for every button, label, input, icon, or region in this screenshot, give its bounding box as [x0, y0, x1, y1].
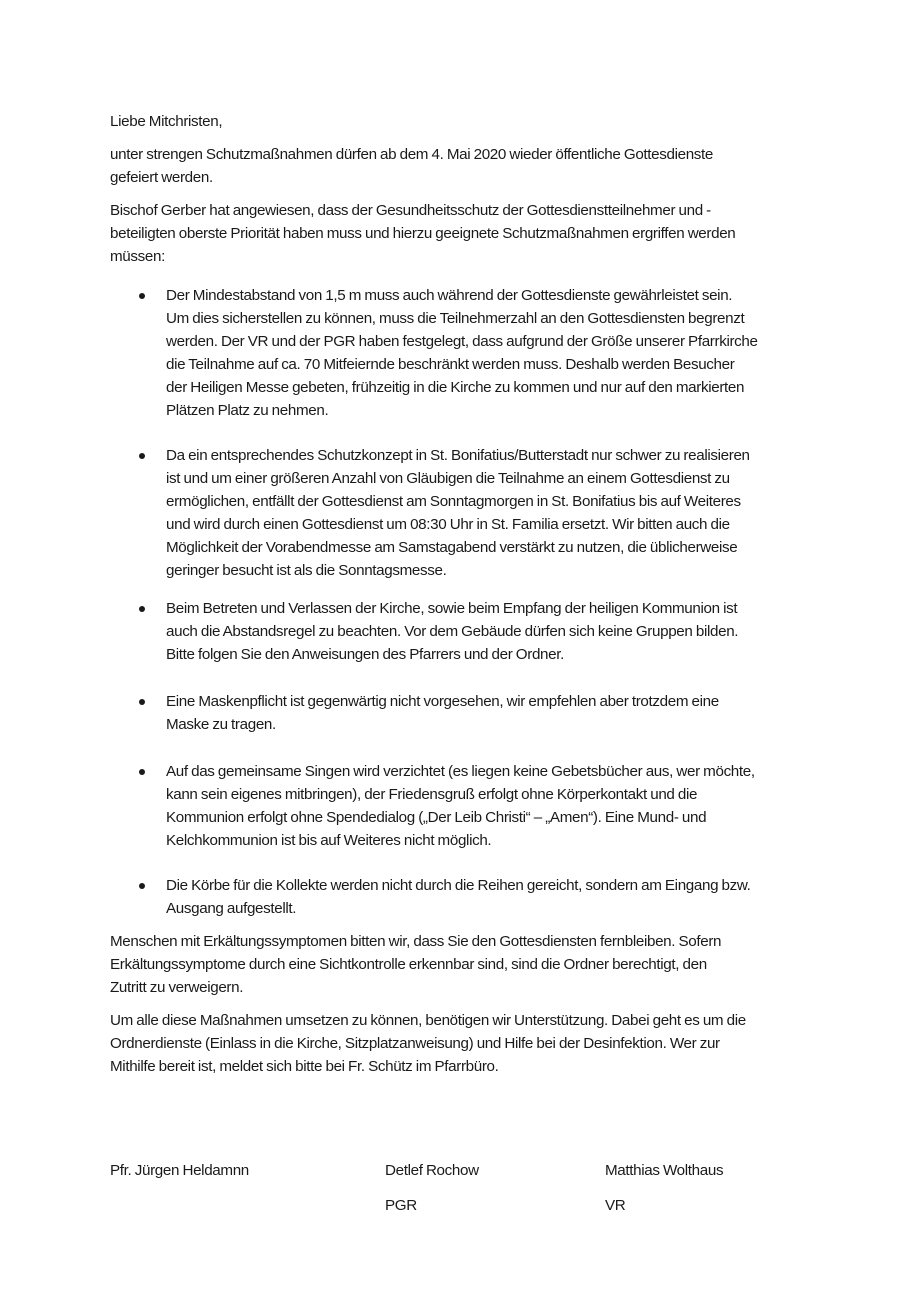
text-line: Möglichkeit der Vorabendmesse am Samstagabend verstärkt zu nutzen, die üblicherweise	[166, 539, 738, 556]
text-line: Maske zu tragen.	[166, 716, 276, 733]
signature-name: Pfr. Jürgen Heldamnn	[110, 1162, 249, 1179]
text-line: müssen:	[110, 248, 165, 265]
text-line: Kelchkommunion ist bis auf Weiteres nicht möglich.	[166, 832, 492, 849]
text-line: ermöglichen, entfällt der Gottesdienst am Sonntagmorgen in St. Bonifatius bis auf Weiteres	[166, 493, 741, 510]
text-line: Beim Betreten und Verlassen der Kirche, sowie beim Empfang der heiligen Kommunion ist	[166, 600, 738, 617]
text-line: Bitte folgen Sie den Anweisungen des Pfarrers und der Ordner.	[166, 646, 564, 663]
text-line: Zutritt zu verweigern.	[110, 979, 244, 996]
text-line: ist und um einer größeren Anzahl von Gläubigen die Teilnahme an einem Gottesdienst zu	[166, 470, 730, 487]
text-line: Die Körbe für die Kollekte werden nicht durch die Reihen gereicht, sondern am Eingang bzw.	[166, 877, 751, 894]
text-line: Plätzen Platz zu nehmen.	[166, 402, 329, 419]
text-line: Da ein entsprechendes Schutzkonzept in St. Bonifatius/Butterstadt nur schwer zu realisieren	[166, 447, 750, 464]
text-line: Um dies sicherstellen zu können, muss die Teilnehmerzahl an den Gottesdiensten begrenzt	[166, 310, 745, 327]
text-line: Menschen mit Erkältungssymptomen bitten wir, dass Sie den Gottesdiensten fernbleiben. Sofern	[110, 933, 722, 950]
text-line: die Teilnahme auf ca. 70 Mitfeiernde beschränkt werden muss. Deshalb werden Besucher	[166, 356, 735, 373]
text-line: auch die Abstandsregel zu beachten. Vor dem Gebäude dürfen sich keine Gruppen bilden.	[166, 623, 739, 640]
text-line: Bischof Gerber hat angewiesen, dass der Gesundheitsschutz der Gottesdienstteilnehmer und -	[110, 202, 711, 219]
text-line: beteiligten oberste Priorität haben muss und hierzu geeignete Schutzmaßnahmen ergriffen werden	[110, 225, 736, 242]
text-line: Ordnerdienste (Einlass in die Kirche, Sitzplatzanweisung) und Hilfe bei der Desinfektion. Wer zur	[110, 1035, 720, 1052]
bullet-icon	[139, 699, 145, 705]
bullet-icon	[139, 769, 145, 775]
text-line: unter strengen Schutzmaßnahmen dürfen ab dem 4. Mai 2020 wieder öffentliche Gottesdienste	[110, 146, 714, 163]
text-line: Ausgang aufgestellt.	[166, 900, 297, 917]
text-line: geringer besucht ist als die Sonntagsmesse.	[166, 562, 447, 579]
text-line: kann sein eigenes mitbringen), der Friedensgruß erfolgt ohne Körperkontakt und die	[166, 786, 698, 803]
text-line: Eine Maskenpflicht ist gegenwärtig nicht vorgesehen, wir empfehlen aber trotzdem eine	[166, 693, 719, 710]
bullet-icon	[139, 453, 145, 459]
text-line: Um alle diese Maßnahmen umsetzen zu können, benötigen wir Unterstützung. Dabei geht es um die	[110, 1012, 746, 1029]
text-line: werden. Der VR und der PGR haben festgelegt, dass aufgrund der Größe unserer Pfarrkirche	[166, 333, 758, 350]
text-line: Erkältungssymptome durch eine Sichtkontrolle erkennbar sind, sind die Ordner berechtigt, den	[110, 956, 707, 973]
text-line: und wird durch einen Gottesdienst um 08:30 Uhr in St. Familia ersetzt. Wir bitten auch die	[166, 516, 730, 533]
text-line: Auf das gemeinsame Singen wird verzichtet (es liegen keine Gebetsbücher aus, wer möchte,	[166, 763, 755, 780]
signature-role: PGR	[385, 1197, 417, 1214]
signature-name: Detlef Rochow	[385, 1162, 479, 1179]
signature-name: Matthias Wolthaus	[605, 1162, 724, 1179]
bullet-icon	[139, 293, 145, 299]
text-line: Der Mindestabstand von 1,5 m muss auch während der Gottesdienste gewährleistet sein.	[166, 287, 733, 304]
bullet-icon	[139, 606, 145, 612]
text-line: Kommunion erfolgt ohne Spendedialog („Der Leib Christi“ – „Amen“). Eine Mund- und	[166, 809, 707, 826]
text-line: gefeiert werden.	[110, 169, 213, 186]
signature-role: VR	[605, 1197, 626, 1214]
salutation: Liebe Mitchristen,	[110, 113, 223, 130]
text-line: der Heiligen Messe gebeten, frühzeitig in die Kirche zu kommen und nur auf den markierten	[166, 379, 745, 396]
text-line: Mithilfe bereit ist, meldet sich bitte bei Fr. Schütz im Pfarrbüro.	[110, 1058, 499, 1075]
bullet-icon	[139, 883, 145, 889]
